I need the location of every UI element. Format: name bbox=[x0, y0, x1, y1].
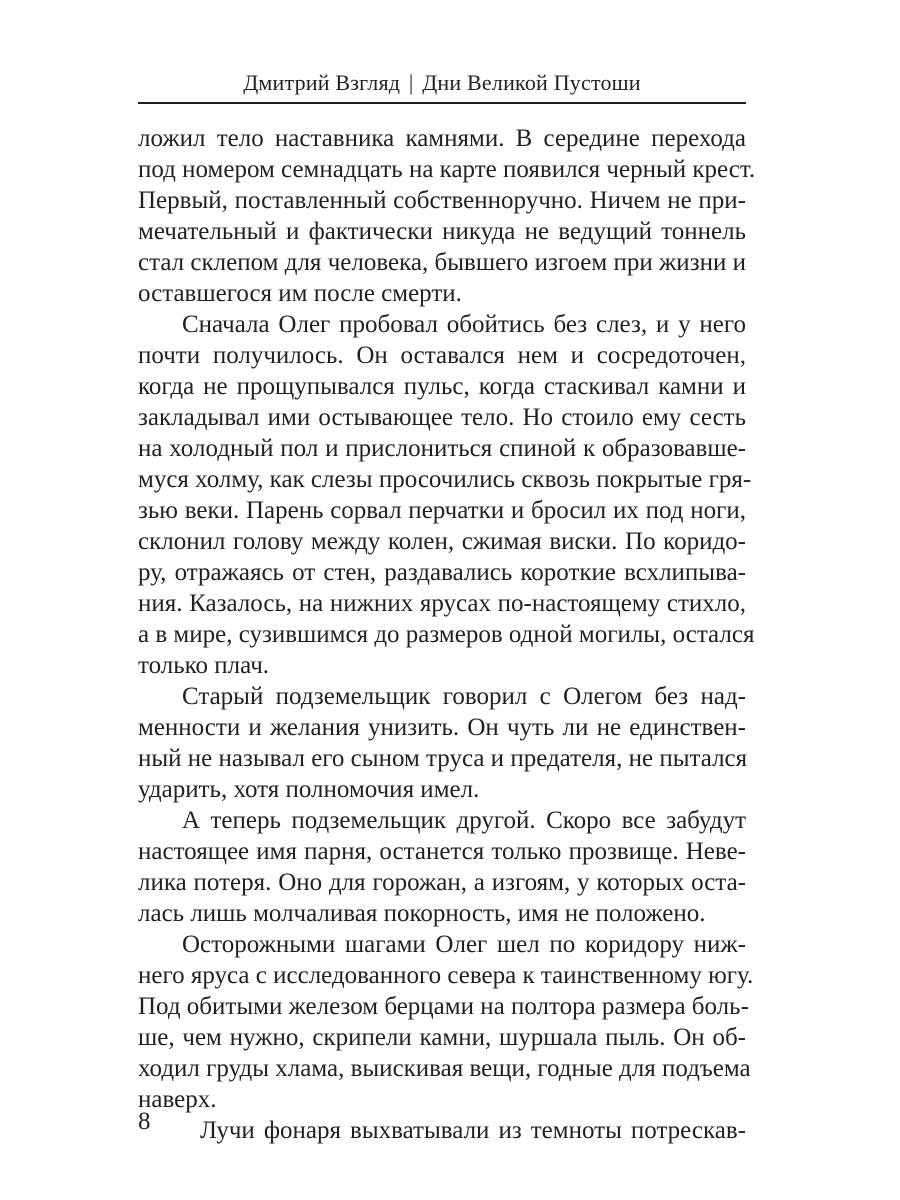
text-line: ный не называл его сыном труса и предателя, не пытался bbox=[138, 745, 748, 772]
text-line: ложил тело наставника камнями. В середине перехода bbox=[138, 125, 746, 152]
text-line: муся холму, как слезы просочились сквозь покрытые гря- bbox=[138, 466, 752, 493]
text-line: ходил груды хлама, выискивая вещи, годные для подъема bbox=[138, 1055, 751, 1082]
paragraph bbox=[138, 123, 756, 309]
text-line: Лучи фонаря выхватывали из темноты потрескав- bbox=[200, 1117, 746, 1144]
text-line: оставшегося им после смерти. bbox=[138, 280, 462, 307]
paragraph bbox=[138, 929, 754, 1115]
paragraph bbox=[138, 805, 746, 929]
text-line: ния. Казалось, на нижних ярусах по-настоящему стихло, bbox=[138, 590, 746, 617]
text-line: под номером семнадцать на карте появился черный крест. bbox=[138, 156, 756, 183]
text-line: почти получилось. Он оставался нем и сосредоточен, bbox=[138, 342, 746, 369]
text-line: Осторожными шагами Олег шел по коридору ниж- bbox=[182, 931, 746, 958]
text-line: ше, чем нужно, скрипели камни, шуршала пыль. Он об- bbox=[138, 1024, 746, 1051]
text-line: Первый, поставленный собственноручно. Ничем не при- bbox=[138, 187, 746, 214]
text-line: ударить, хотя полномочия имел. bbox=[138, 776, 480, 803]
text-line: А теперь подземельщик другой. Скоро все забудут bbox=[182, 807, 746, 834]
header-book-title: Дни Великой Пустоши bbox=[422, 70, 641, 95]
paragraph bbox=[138, 681, 746, 805]
text-line: а в мире, сузившимся до размеров одной могилы, остался bbox=[138, 621, 755, 648]
text-line: стал склепом для человека, бывшего изгоем при жизни и bbox=[138, 249, 746, 276]
text-line: Старый подземельщик говорил с Олегом без над- bbox=[182, 683, 746, 710]
page-number: 8 bbox=[138, 1108, 151, 1135]
text-line: лась лишь молчаливая покорность, имя не положено. bbox=[138, 900, 706, 927]
text-line: только плач. bbox=[138, 652, 270, 679]
text-line: него яруса с исследованного севера к таинственному югу. bbox=[138, 962, 754, 989]
text-line: закладывал ими остывающее тело. Но стоило ему сесть bbox=[138, 404, 746, 431]
header-author: Дмитрий Взгляд bbox=[243, 70, 401, 95]
text-line: лика потеря. Оно для горожан, а изгоям, у которых оста- bbox=[138, 869, 746, 896]
text-line: зью веки. Парень сорвал перчатки и бросил их под ноги, bbox=[138, 497, 746, 524]
text-line: ру, отражаясь от стен, раздавались короткие всхлипыва- bbox=[138, 559, 746, 586]
running-header bbox=[138, 68, 746, 104]
text-line: Сначала Олег пробовал обойтись без слез, и у него bbox=[182, 311, 746, 338]
text-line: Под обитыми железом берцами на полтора размера боль- bbox=[138, 993, 749, 1020]
header-separator: | bbox=[408, 70, 414, 95]
text-line: склонил голову между колен, сжимая виски. По коридо- bbox=[138, 528, 746, 555]
text-line: на холодный пол и прислониться спиной к образовавше- bbox=[138, 435, 746, 462]
text-line: настоящее имя парня, останется только прозвище. Неве- bbox=[138, 838, 746, 865]
paragraph bbox=[138, 309, 755, 681]
paragraph bbox=[138, 1115, 746, 1146]
text-line: наверх. bbox=[138, 1086, 217, 1113]
text-line: когда не прощупывался пульс, когда стаскивал камни и bbox=[138, 373, 746, 400]
text-line: менности и желания унизить. Он чуть ли не единствен- bbox=[138, 714, 746, 741]
text-line: мечательный и фактически никуда не ведущий тоннель bbox=[138, 218, 746, 245]
body-text bbox=[138, 123, 756, 1146]
